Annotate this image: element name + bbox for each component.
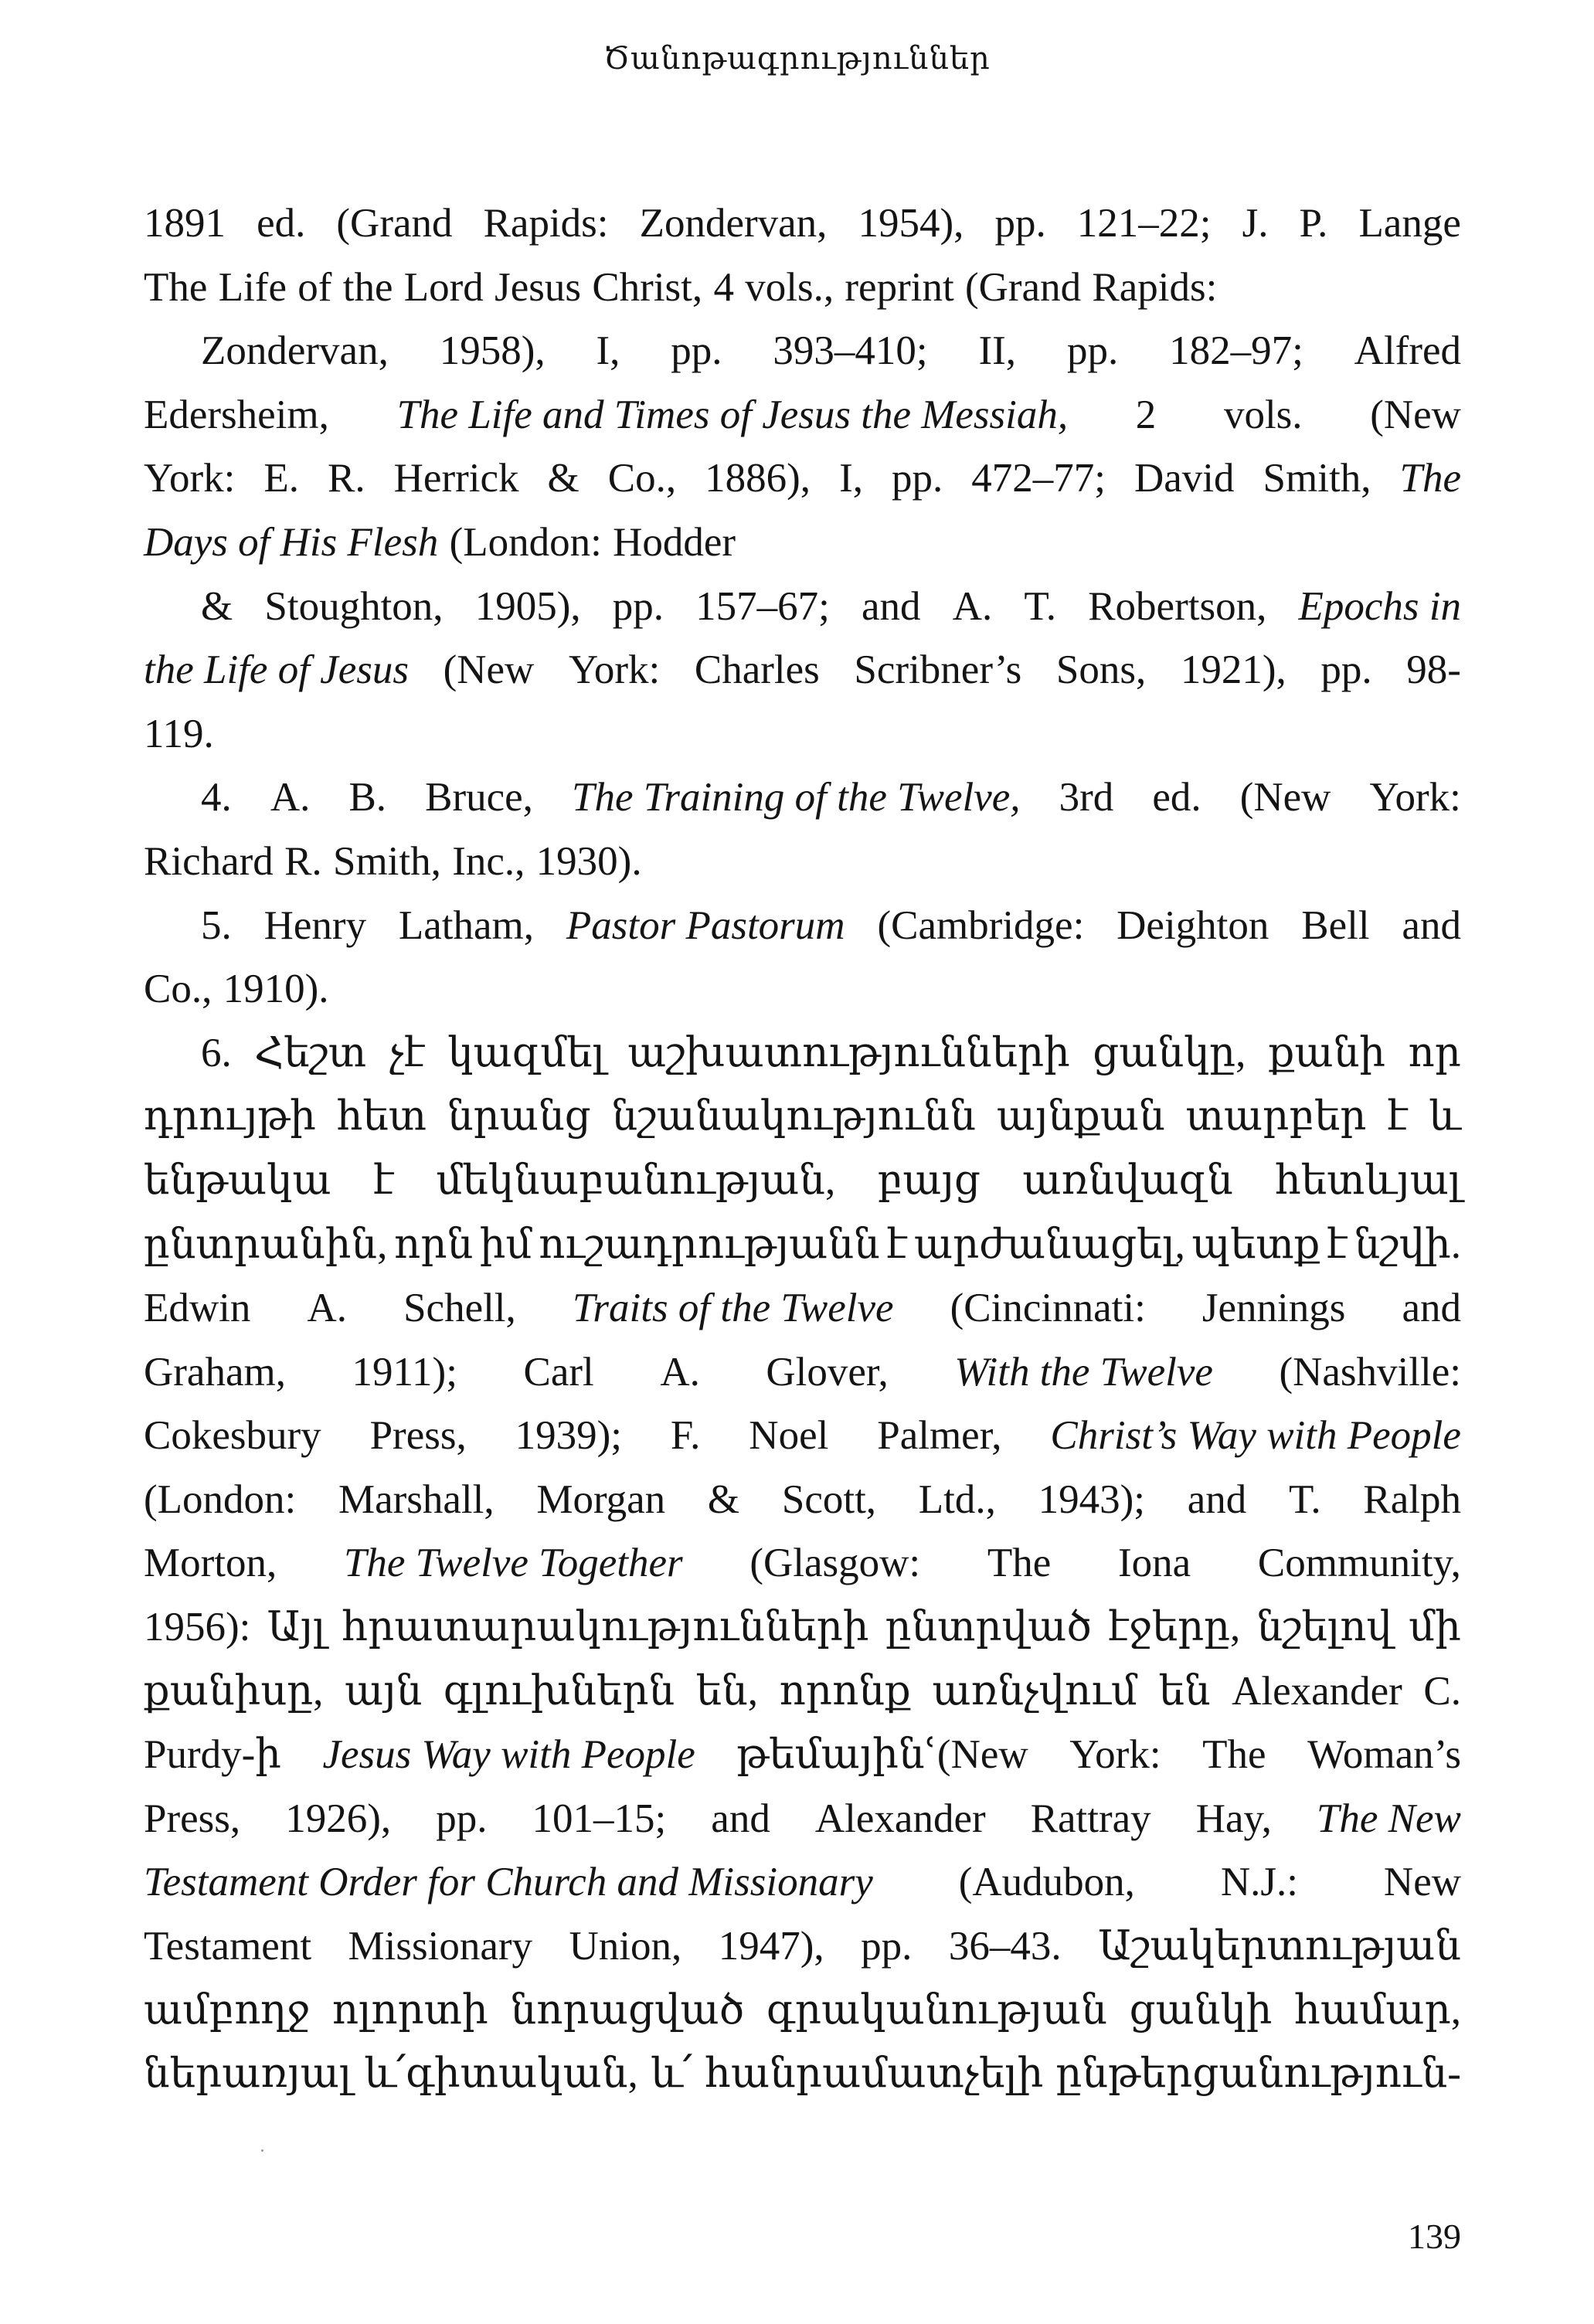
italic-title: Testament Order for Church and Missionary — [144, 1860, 873, 1905]
word: Zondervan, — [201, 328, 389, 374]
word: համար, — [1294, 1987, 1461, 2033]
word: ցանկը, — [1093, 1030, 1246, 1075]
word: կազմել — [447, 1030, 605, 1075]
italic-title: The Training of the Twelve, — [572, 775, 1021, 821]
word: գրականության — [766, 1987, 1107, 2033]
word: B. — [348, 775, 387, 821]
word: Hodder — [613, 519, 736, 565]
word: T. — [1024, 583, 1057, 629]
word: 4. — [201, 775, 232, 821]
text-line — [144, 1850, 1461, 1915]
word: են — [1158, 1668, 1211, 1714]
word: pp. — [1066, 328, 1119, 374]
word: Missionary — [348, 1924, 533, 1969]
word: P. — [1299, 201, 1328, 246]
word: 1954), — [858, 201, 964, 246]
word: 1921), — [1180, 647, 1286, 693]
word: Ltd., — [918, 1476, 996, 1522]
italic-title: The — [1399, 456, 1461, 501]
word: pp. — [1320, 647, 1372, 693]
word: York: — [568, 647, 661, 693]
word: 393–410; — [773, 328, 928, 374]
text-line — [144, 1021, 1461, 1086]
word: pp. — [891, 456, 943, 501]
text-line — [144, 1085, 1461, 1149]
word: Bruce, — [425, 775, 533, 821]
word: Richard — [144, 838, 274, 884]
word: 1930). — [535, 838, 642, 884]
word: Scott, — [781, 1476, 877, 1522]
word: որն — [393, 1221, 474, 1267]
italic-title: Jesus Way with People — [322, 1732, 695, 1778]
word: և — [1429, 1094, 1461, 1140]
word: and — [862, 583, 921, 629]
word: pp. — [671, 328, 722, 374]
word: C. — [1423, 1668, 1461, 1714]
italic-title: Pastor Pastorum — [566, 902, 845, 948]
word: vols. — [1223, 392, 1303, 437]
word: Testament — [144, 1924, 312, 1969]
word: pp. — [861, 1924, 913, 1969]
word: հանրամատչելի — [705, 2051, 1044, 2097]
word: ամբողջ — [144, 1987, 311, 2033]
word: Iona — [1117, 1541, 1191, 1586]
word: նշելով — [1256, 1605, 1392, 1650]
word: (Audubon, — [958, 1860, 1135, 1905]
word: 121–22; — [1076, 201, 1212, 246]
word: ցանկի — [1129, 1987, 1273, 2033]
word: reprint — [845, 264, 954, 310]
word: R. — [328, 456, 365, 501]
word: հետ — [336, 1094, 427, 1140]
word: Edwin — [144, 1286, 251, 1331]
word: 1943); — [1038, 1476, 1145, 1522]
word: են, — [695, 1668, 758, 1714]
word: & — [547, 456, 579, 501]
italic-title: The Twelve Together — [343, 1541, 683, 1586]
word: Graham, — [144, 1349, 286, 1395]
word: 182–97; — [1169, 328, 1303, 374]
word: արժանացել, — [913, 1221, 1185, 1267]
word: R. — [284, 838, 322, 884]
word: York: — [144, 456, 236, 501]
word: (Cambridge: — [877, 902, 1085, 948]
word: A. — [660, 1349, 700, 1395]
word: E. — [263, 456, 299, 501]
word: 1956): — [144, 1605, 251, 1650]
word: Inc., — [452, 838, 525, 884]
word: հետևյալ — [1275, 1157, 1461, 1203]
text-line — [144, 447, 1461, 511]
text-line — [144, 1468, 1461, 1532]
text-line — [144, 192, 1461, 256]
text-line — [144, 894, 1461, 958]
word: Jennings — [1201, 1286, 1346, 1331]
word: pp. — [436, 1796, 488, 1841]
word: Charles — [694, 647, 820, 693]
word: 472–77; — [971, 456, 1106, 501]
word: դրույթի — [144, 1094, 316, 1140]
word: Scribner’s — [854, 647, 1022, 693]
italic-title: With the Twelve — [954, 1349, 1213, 1395]
text-line — [144, 957, 1461, 1021]
word: Bell — [1301, 902, 1370, 948]
word: Schell, — [403, 1286, 516, 1331]
word: Herrick — [393, 456, 519, 501]
text-line — [144, 383, 1461, 447]
word: ed. — [257, 201, 306, 246]
word: Morgan — [536, 1476, 666, 1522]
word: ոլորտի — [331, 1987, 488, 2033]
word: Rapids: — [483, 201, 609, 246]
word: Stoughton, — [264, 583, 444, 629]
word: Press, — [369, 1413, 467, 1459]
word: 1891 — [144, 201, 226, 246]
word: Alexander — [814, 1796, 986, 1841]
word: Carl — [523, 1349, 594, 1395]
word: and — [1402, 1286, 1461, 1331]
text-line — [144, 1531, 1461, 1595]
word: The — [1202, 1732, 1266, 1778]
text-line — [144, 1340, 1461, 1405]
word: of — [297, 264, 332, 310]
word: Press, — [144, 1796, 241, 1841]
word: (Cincinnati: — [950, 1286, 1146, 1331]
text-line — [144, 511, 1461, 575]
word: Աշակերտության — [1098, 1924, 1461, 1969]
word: ենթակա — [144, 1157, 331, 1203]
word: մեկնաբանության, — [436, 1157, 836, 1203]
word: այնքան — [996, 1094, 1165, 1140]
word: Այլ — [267, 1605, 326, 1650]
word: 1958), — [439, 328, 545, 374]
italic-title: the Life of Jesus — [144, 647, 409, 693]
word: I, — [839, 456, 863, 501]
text-line — [144, 702, 1461, 766]
word: and — [711, 1796, 770, 1841]
word: Lange — [1358, 201, 1461, 246]
word: Co., — [144, 967, 212, 1012]
word: էջերը, — [1108, 1605, 1241, 1650]
word: Deighton — [1116, 902, 1269, 948]
italic-title: Traits of the Twelve — [572, 1286, 894, 1331]
notes-text — [144, 192, 1461, 2106]
word: Zondervan, — [639, 201, 828, 246]
italic-title: The New — [1316, 1796, 1461, 1841]
word: Alexander — [1232, 1668, 1402, 1714]
word: որ — [1408, 1030, 1461, 1075]
word: Palmer, — [877, 1413, 1002, 1459]
word: գլուխներն — [443, 1668, 675, 1714]
word: II, — [978, 328, 1017, 374]
word: պետք — [1191, 1221, 1320, 1267]
word: տարբեր — [1185, 1094, 1367, 1140]
word: (New — [443, 647, 535, 693]
word: F. — [670, 1413, 701, 1459]
word: (Grand — [336, 201, 453, 246]
text-line — [144, 1723, 1461, 1787]
word: York: — [1069, 1732, 1161, 1778]
word: ներառյալ — [144, 2051, 352, 2097]
word: նրանց — [447, 1094, 591, 1140]
word: 1947), — [718, 1924, 824, 1969]
word: New — [1383, 1860, 1461, 1905]
word: Alfred — [1354, 328, 1461, 374]
word: այն — [344, 1668, 423, 1714]
text-line — [144, 1213, 1461, 1277]
paper-speck — [261, 2149, 263, 2152]
word: ընտրված — [885, 1605, 1092, 1650]
word: David — [1134, 456, 1235, 501]
word: Community, — [1257, 1541, 1461, 1586]
word: թեմայինՙ(New — [736, 1732, 1028, 1778]
word: 6. — [201, 1030, 232, 1075]
word: (New — [1370, 392, 1461, 437]
text-line — [144, 1660, 1461, 1724]
text-line — [144, 766, 1461, 830]
word: հրատարակությունների — [342, 1605, 869, 1650]
word: Jesus — [495, 264, 582, 310]
word: 2 — [1135, 392, 1157, 437]
word: 101–15; — [532, 1796, 667, 1841]
word: չէ — [389, 1030, 425, 1075]
word: Noel — [749, 1413, 829, 1459]
word: Cokesbury — [144, 1413, 321, 1459]
text-line — [144, 1404, 1461, 1468]
word: and — [1402, 902, 1461, 948]
word: առնվազն — [1022, 1157, 1233, 1203]
word: pp. — [612, 583, 664, 629]
word: Henry — [263, 902, 367, 948]
word: մի — [1409, 1605, 1461, 1650]
word: որոնք — [779, 1668, 911, 1714]
word: Smith, — [332, 838, 441, 884]
word: 1905), — [474, 583, 581, 629]
word: York: — [1369, 775, 1461, 821]
word: Smith, — [1263, 456, 1371, 501]
text-line — [144, 575, 1461, 639]
word: Co., — [607, 456, 677, 501]
italic-title: Epochs in — [1298, 583, 1461, 629]
text-line — [144, 1276, 1461, 1340]
word: 1910). — [223, 967, 329, 1012]
word: pp. — [994, 201, 1046, 246]
word: Purdy-ի — [144, 1732, 281, 1778]
word: և՛ — [650, 2051, 692, 2097]
italic-title: Days of His Flesh — [144, 519, 439, 565]
word: 1886), — [705, 456, 811, 501]
word: 1939); — [515, 1413, 622, 1459]
word: է — [1327, 1221, 1348, 1267]
word: 5. — [201, 902, 232, 948]
word: the — [342, 264, 393, 310]
word: 98- — [1406, 647, 1461, 693]
word: 1911); — [352, 1349, 457, 1395]
word: է — [373, 1157, 395, 1203]
word: 119. — [144, 711, 214, 756]
word: 1926), — [285, 1796, 392, 1841]
word: Robertson, — [1088, 583, 1267, 629]
word: 4 — [713, 264, 734, 310]
word: & — [201, 583, 233, 629]
word: (Nashville: — [1279, 1349, 1461, 1395]
text-line — [144, 1787, 1461, 1851]
word: 157–67; — [695, 583, 830, 629]
word: բայց — [877, 1157, 981, 1203]
word: իմ — [479, 1221, 532, 1267]
word: A. — [270, 775, 311, 821]
word: (London: — [449, 519, 602, 565]
word: աշխատությունների — [627, 1030, 1070, 1075]
word: Marshall, — [338, 1476, 495, 1522]
text-line — [144, 1595, 1461, 1660]
word: Ralph — [1363, 1476, 1461, 1522]
word: The — [987, 1541, 1052, 1586]
word: ընթերցանություն- — [1055, 2051, 1461, 2097]
word: (Grand — [964, 264, 1082, 310]
word: The — [144, 264, 208, 310]
word: Edersheim, — [144, 392, 329, 437]
word: է — [886, 1221, 908, 1267]
word: ուշադրությանն — [539, 1221, 880, 1267]
text-line — [144, 1915, 1461, 1979]
word: Woman’s — [1307, 1732, 1461, 1778]
word: N.J.: — [1220, 1860, 1298, 1905]
word: Glover, — [766, 1349, 889, 1395]
word: vols., — [745, 264, 834, 310]
word: J. — [1242, 201, 1269, 246]
text-line — [144, 319, 1461, 383]
italic-title: The Life and Times of Jesus the Messiah, — [396, 392, 1069, 437]
word: & — [707, 1476, 740, 1522]
word: Rattray — [1030, 1796, 1151, 1841]
word: and — [1187, 1476, 1247, 1522]
word: Rapids: — [1092, 264, 1218, 310]
text-line — [144, 2042, 1461, 2106]
word: ed. — [1152, 775, 1201, 821]
word: Morton, — [144, 1541, 277, 1586]
word: քանիսը, — [144, 1668, 324, 1714]
word: առնչվում — [932, 1668, 1138, 1714]
word: Հեշտ — [254, 1030, 367, 1075]
text-line — [144, 830, 1461, 894]
text-line — [144, 256, 1461, 320]
word: Christ, — [592, 264, 703, 310]
italic-title: Christ’s Way with People — [1050, 1413, 1461, 1459]
page-number: 139 — [1408, 2217, 1461, 2256]
word: քանի — [1268, 1030, 1386, 1075]
text-line — [144, 1979, 1461, 2043]
word: և՛գիտական, — [364, 2051, 638, 2097]
word: նորացված — [510, 1987, 745, 2033]
text-line — [144, 1149, 1461, 1213]
word: Union, — [569, 1924, 682, 1969]
word: (Glasgow: — [749, 1541, 921, 1586]
word: 3rd — [1059, 775, 1114, 821]
word: T. — [1288, 1476, 1321, 1522]
word: ընտրանին, — [144, 1221, 388, 1267]
word: A. — [952, 583, 993, 629]
word: Life — [218, 264, 287, 310]
word: I, — [596, 328, 620, 374]
running-head: Ծանոթագրություններ — [603, 41, 991, 76]
word: Latham, — [398, 902, 535, 948]
word: է — [1387, 1094, 1409, 1140]
word: Hay, — [1195, 1796, 1272, 1841]
word: նշվի. — [1354, 1221, 1461, 1267]
word: A. — [307, 1286, 347, 1331]
word: 36–43. — [948, 1924, 1062, 1969]
text-line — [144, 638, 1461, 702]
word: Sons, — [1055, 647, 1147, 693]
word: (New — [1239, 775, 1331, 821]
word: (London: — [144, 1476, 297, 1522]
word: նշանակությունն — [611, 1094, 976, 1140]
word: Lord — [403, 264, 484, 310]
